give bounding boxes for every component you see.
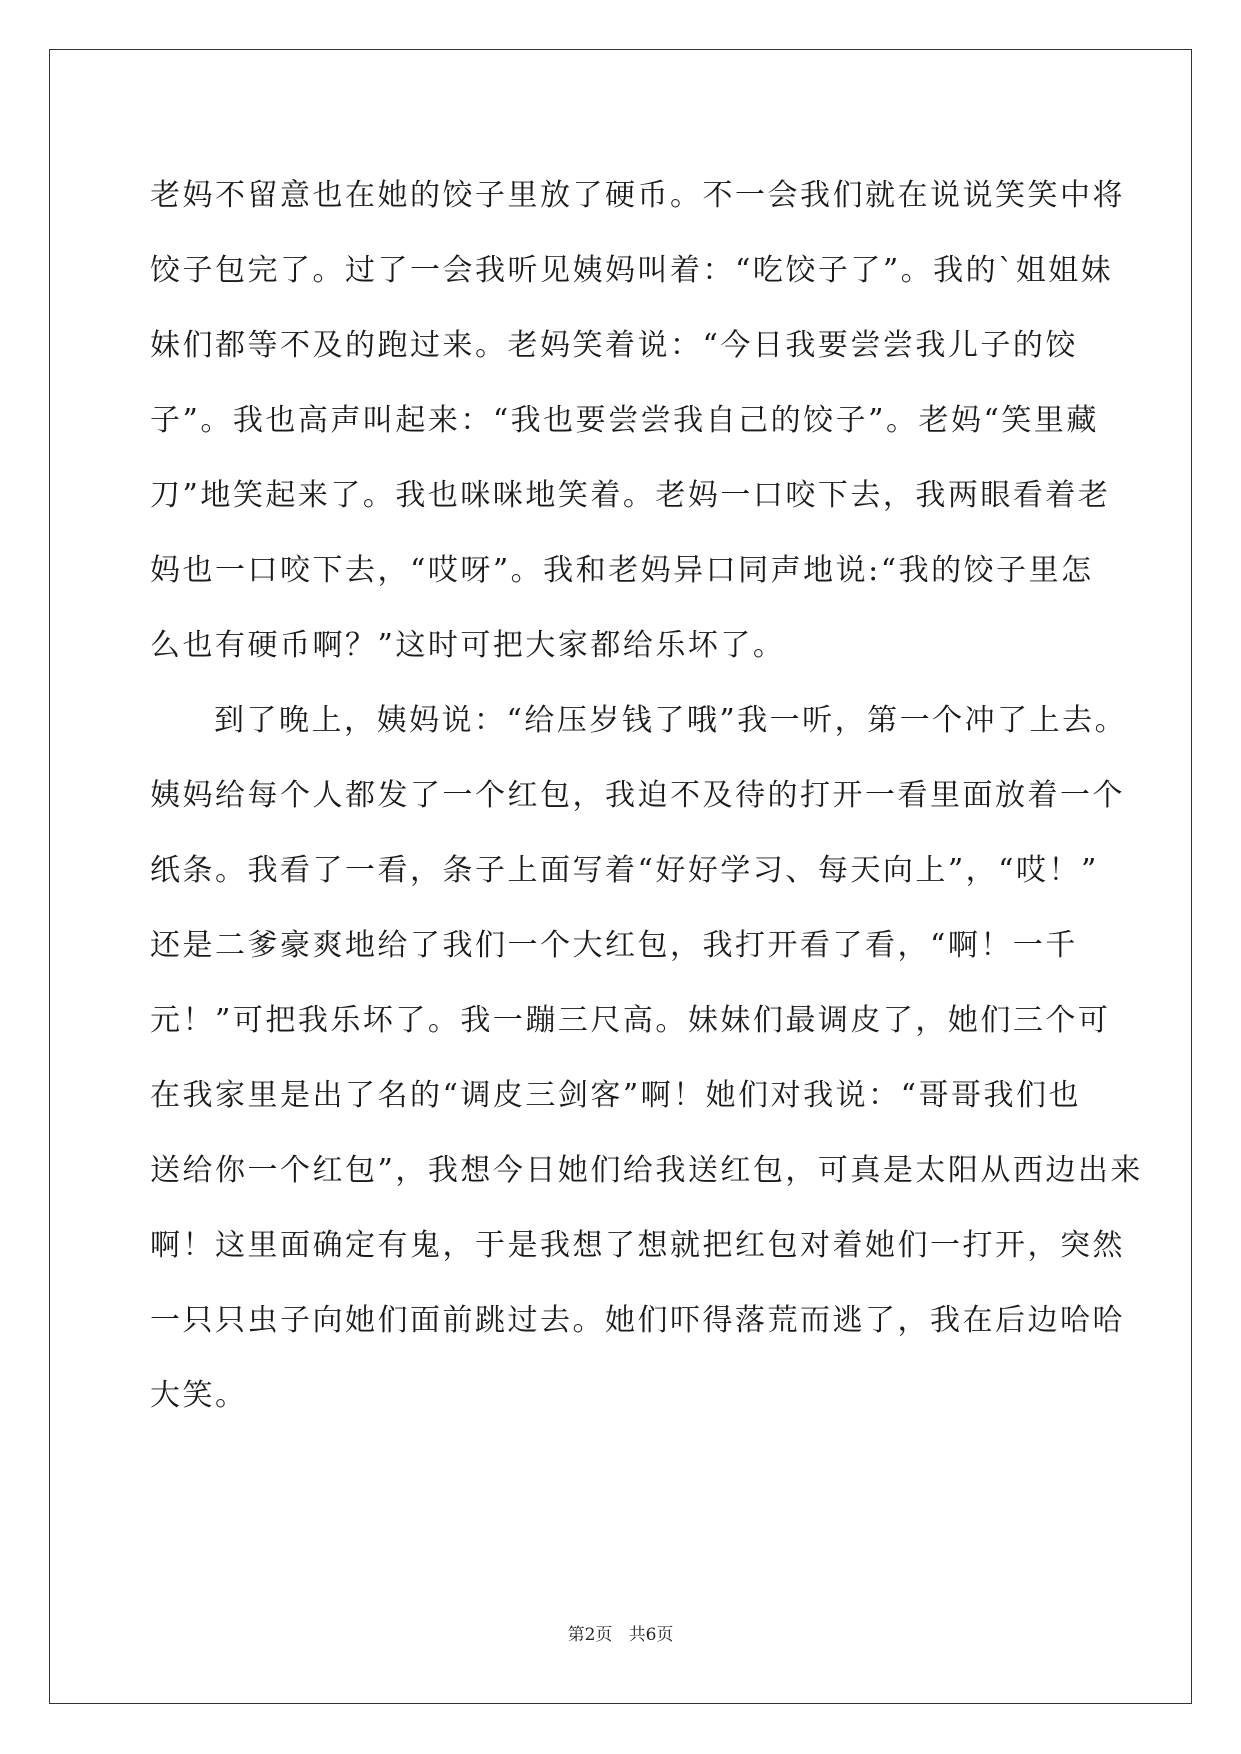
text-line: 大笑。	[150, 1378, 248, 1413]
text-line: 送给你一个红包”，我想今日她们给我送红包，可真是太阳从西边出来	[150, 1153, 1143, 1188]
text-line: 还是二爹豪爽地给了我们一个大红包，我打开看了看，“啊！一千	[150, 928, 1078, 963]
page-number-footer: 第2页 共6页	[567, 1625, 674, 1645]
text-line: 一只只虫子向她们面前跳过去。她们吓得落荒而逃了，我在后边哈哈	[150, 1303, 1125, 1338]
text-line: 元！”可把我乐坏了。我一蹦三尺高。妹妹们最调皮了，她们三个可	[150, 1003, 1111, 1038]
text-line: 么也有硬币啊？”这时可把大家都给乐坏了。	[150, 628, 786, 663]
text-line: 纸条。我看了一看，条子上面写着“好好学习、每天向上”，“哎！”	[150, 853, 1099, 888]
text-line: 姨妈给每个人都发了一个红包，我迫不及待的打开一看里面放着一个	[150, 778, 1125, 813]
text-line: 在我家里是出了名的“调皮三剑客”啊！她们对我说：“哥哥我们也	[150, 1078, 1082, 1113]
text-line: 子”。我也高声叫起来：“我也要尝尝我自己的饺子”。老妈“笑里藏	[150, 403, 1099, 438]
document-body	[150, 158, 1143, 1433]
text-line: 妈也一口咬下去，“哎呀”。我和老妈异口同声地说:“我的饺子里怎	[150, 553, 1094, 588]
text-line: 啊！这里面确定有鬼，于是我想了想就把红包对着她们一打开，突然	[150, 1228, 1125, 1263]
text-line: 刀”地笑起来了。我也咪咪地笑着。老妈一口咬下去，我两眼看着老	[150, 478, 1111, 513]
text-line: 饺子包完了。过了一会我听见姨妈叫着：“吃饺子了”。我的`姐姐妹	[150, 253, 1114, 288]
text-line: 妹们都等不及的跑过来。老妈笑着说：“今日我要尝尝我儿子的饺	[150, 328, 1078, 363]
paragraph-start-line: 到了晚上，姨妈说：“给压岁钱了哦”我一听，第一个冲了上去。	[214, 703, 1128, 738]
text-line: 老妈不留意也在她的饺子里放了硬币。不一会我们就在说说笑笑中将	[150, 178, 1125, 213]
